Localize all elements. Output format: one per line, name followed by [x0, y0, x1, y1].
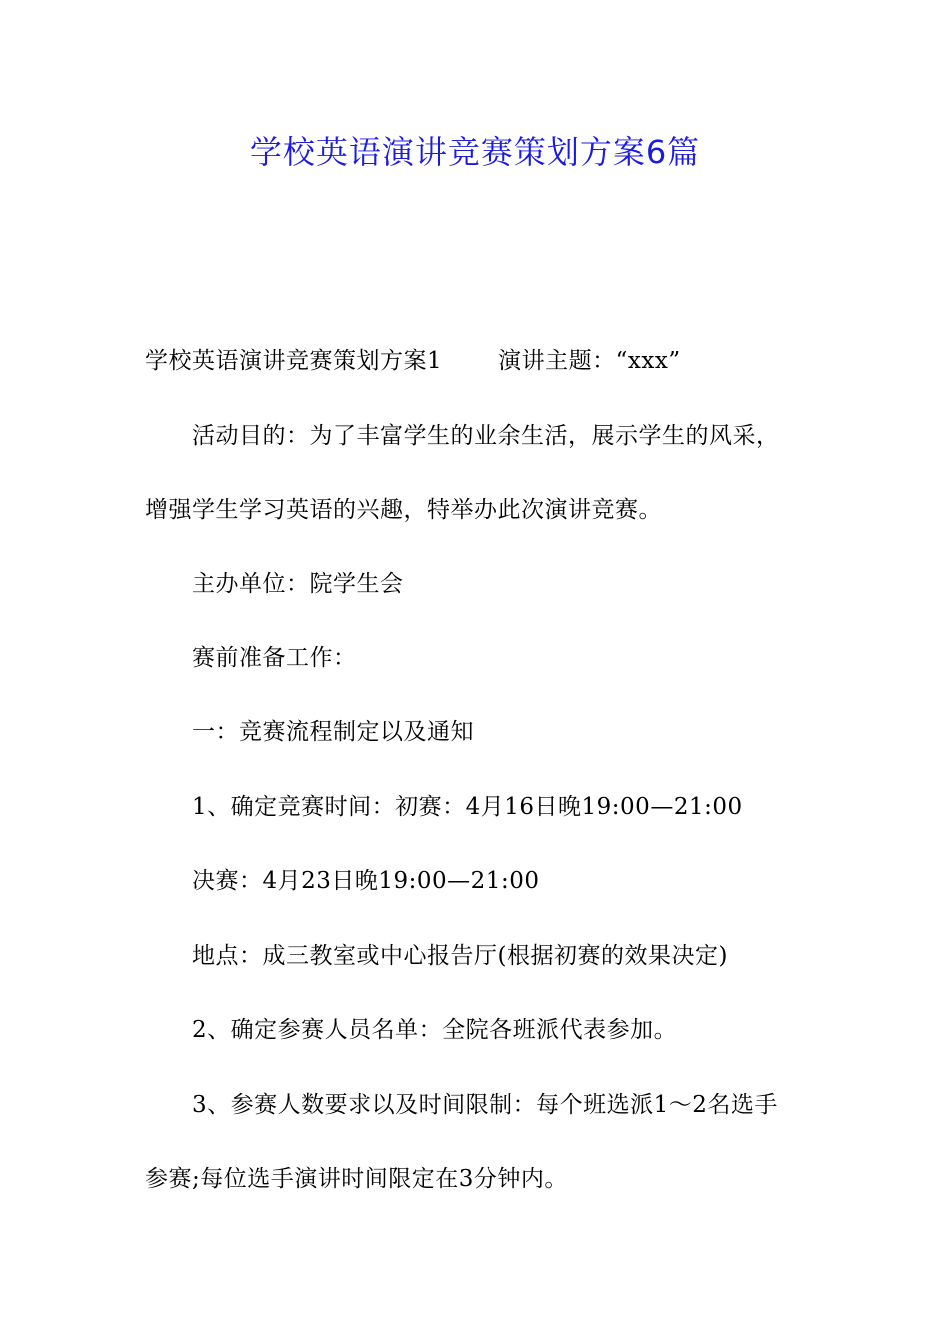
paragraph: 参赛;每位选手演讲时间限定在3分钟内。	[145, 1166, 568, 1192]
paragraph: 3、参赛人数要求以及时间限制：每个班选派1～2名选手	[192, 1092, 778, 1118]
paragraph: 增强学生学习英语的兴趣，特举办此次演讲竞赛。	[145, 497, 662, 523]
paragraph: 1、确定竞赛时间：初赛：4月16日晚19:00—21:00	[192, 794, 743, 820]
document-title: 学校英语演讲竞赛策划方案6篇	[249, 133, 701, 171]
paragraph: 主办单位：院学生会	[192, 571, 404, 597]
paragraph: 地点：成三教室或中心报告厅(根据初赛的效果决定)	[192, 943, 728, 969]
paragraph: 决赛：4月23日晚19:00—21:00	[192, 868, 540, 894]
paragraph: 一：竞赛流程制定以及通知	[192, 719, 474, 745]
paragraph: 2、确定参赛人员名单：全院各班派代表参加。	[192, 1017, 678, 1043]
paragraph: 活动目的：为了丰富学生的业余生活，展示学生的风采，	[192, 423, 780, 449]
section-heading-line	[145, 343, 681, 379]
speech-theme: 演讲主题：“xxx”	[498, 348, 681, 374]
section-heading: 学校英语演讲竞赛策划方案1	[145, 348, 443, 374]
paragraph: 赛前准备工作：	[192, 645, 357, 671]
